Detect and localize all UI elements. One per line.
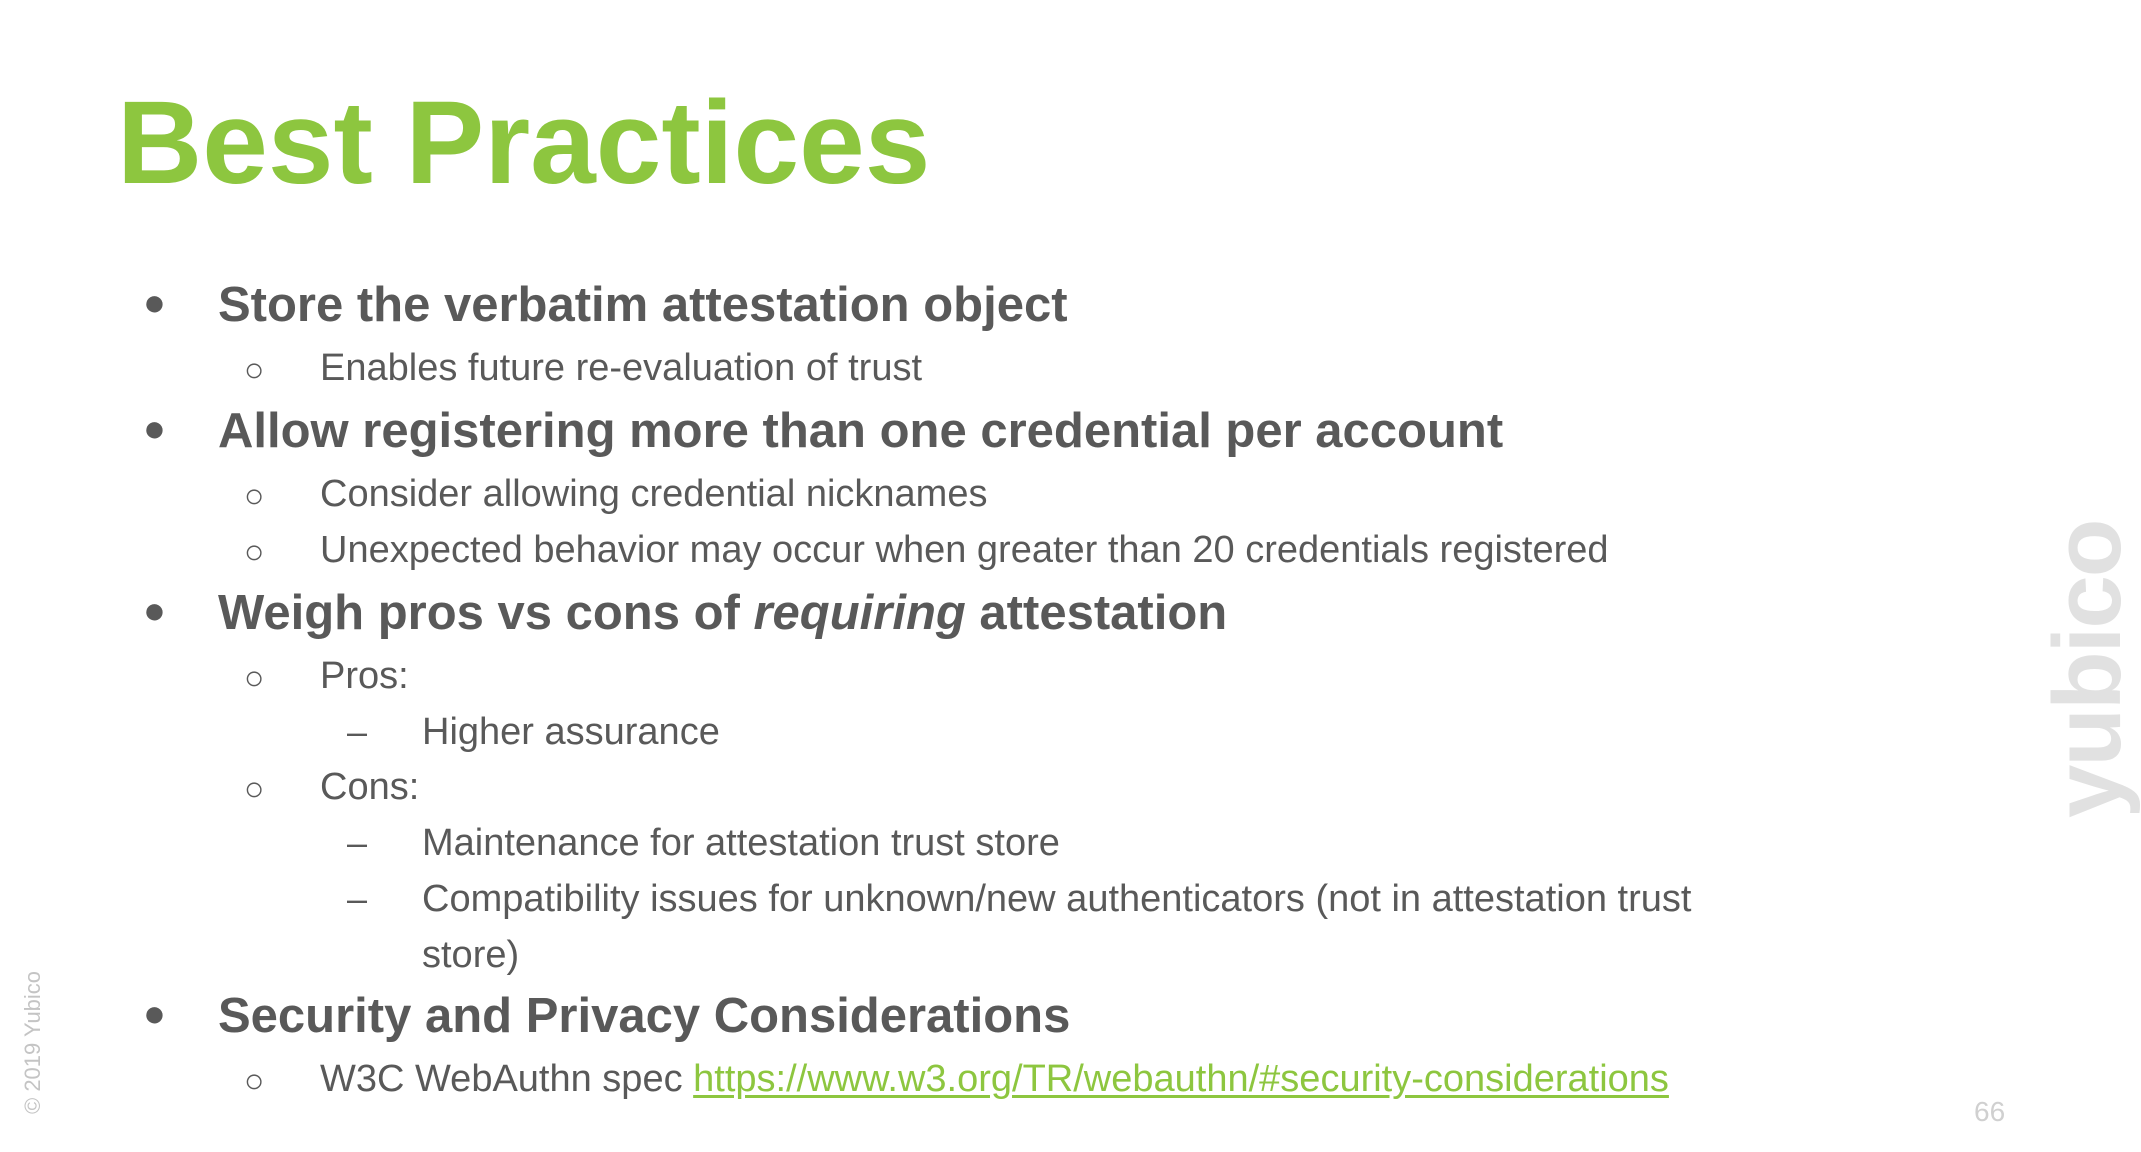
slide-title: Best Practices — [117, 77, 931, 209]
subbullet-w3c-spec — [320, 1058, 1669, 1101]
hollow-bullet-icon: ○ — [244, 477, 265, 515]
bullet-security-privacy: Security and Privacy Considerations — [218, 989, 1071, 1043]
bullet-weigh-attestation — [218, 585, 1227, 641]
w3c-spec-label: W3C WebAuthn spec — [320, 1058, 694, 1100]
bullet-icon: ● — [143, 408, 166, 450]
subbullet-unexpected-behavior: Unexpected behavior may occur when greater than 20 credentials registered — [320, 529, 1609, 571]
subbullet-re-evaluation: Enables future re-evaluation of trust — [320, 347, 923, 389]
bullet-icon: ● — [143, 993, 166, 1035]
security-considerations-link[interactable]: https://www.w3.org/TR/webauthn/#security-considerations — [693, 1058, 1669, 1100]
dash-bullet-icon: – — [347, 822, 368, 863]
dash-bullet-icon: – — [347, 711, 368, 752]
yubico-logo: yubico — [2034, 520, 2141, 818]
subbullet-pros: Pros: — [320, 655, 409, 697]
hollow-bullet-icon: ○ — [244, 770, 265, 808]
hollow-bullet-icon: ○ — [244, 1062, 265, 1100]
bullet-icon: ● — [143, 282, 166, 324]
subbullet-cons: Cons: — [320, 766, 420, 808]
dash-item-higher-assurance: Higher assurance — [422, 711, 720, 753]
bullet-icon: ● — [143, 590, 166, 632]
bullet-weigh-text: Weigh pros vs cons of — [218, 586, 754, 640]
dash-bullet-icon: – — [347, 878, 368, 919]
copyright-notice: © 2019 Yubico — [20, 970, 45, 1114]
bullet-multiple-credentials: Allow registering more than one credential per account — [218, 404, 1504, 458]
emphasis-requiring: requiring — [753, 586, 966, 640]
dash-item-maintenance: Maintenance for attestation trust store — [422, 822, 1060, 864]
dash-item-compatibility: Compatibility issues for unknown/new authenticators (not in attestation trust — [422, 878, 1692, 920]
bullet-weigh-text-end: attestation — [965, 586, 1228, 640]
bullet-store-attestation: Store the verbatim attestation object — [218, 278, 1068, 332]
subbullet-nicknames: Consider allowing credential nicknames — [320, 473, 988, 515]
page-number: 66 — [1974, 1096, 2006, 1127]
dash-item-compatibility-continued: store) — [422, 934, 520, 976]
hollow-bullet-icon: ○ — [244, 533, 265, 571]
hollow-bullet-icon: ○ — [244, 659, 265, 697]
hollow-bullet-icon: ○ — [244, 351, 265, 389]
